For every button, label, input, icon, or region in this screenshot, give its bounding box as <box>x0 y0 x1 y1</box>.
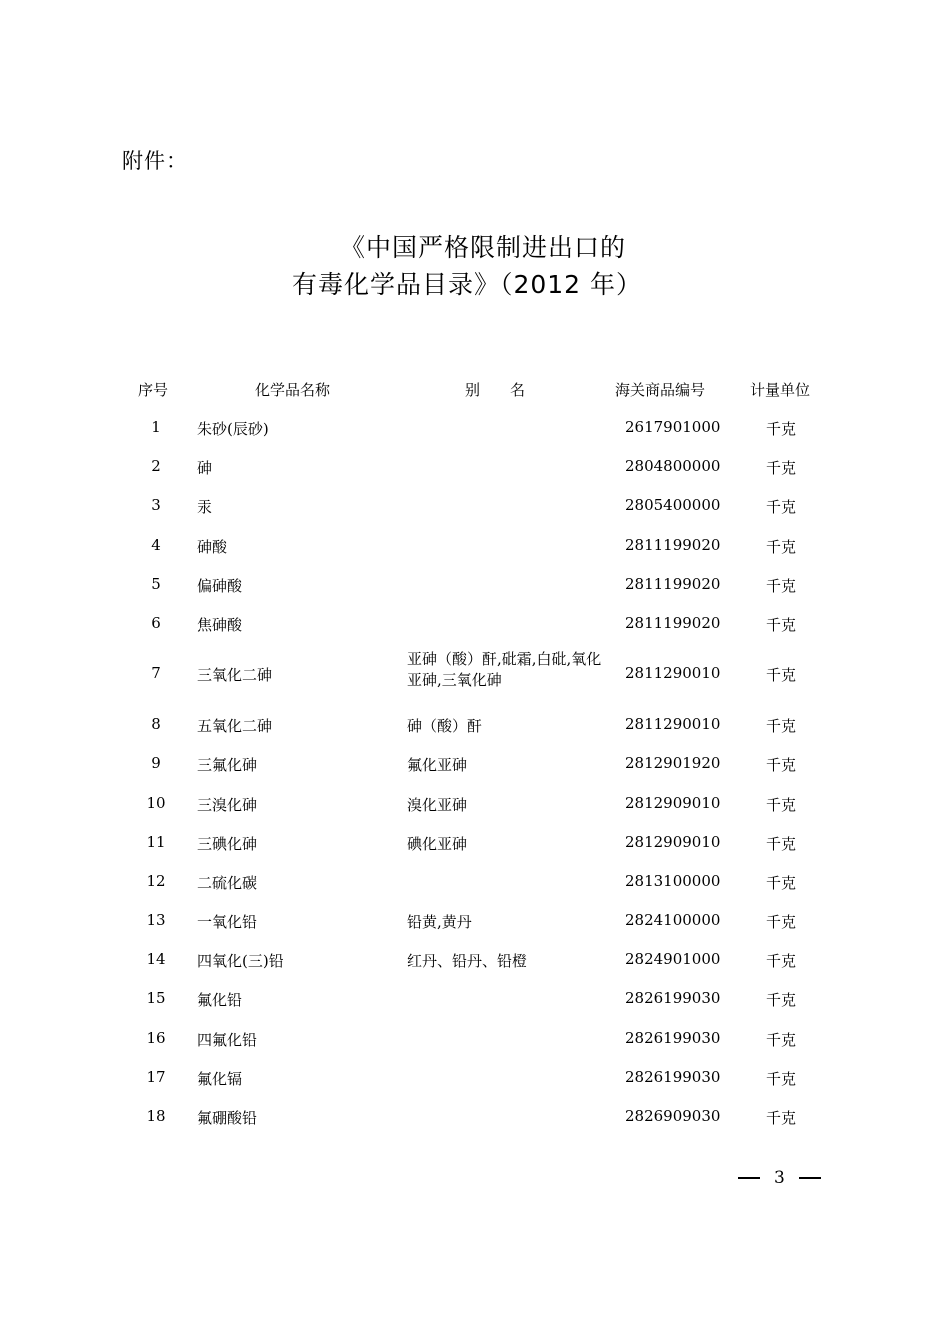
cell-customs-code: 2811199020 <box>625 535 721 554</box>
table-row <box>120 744 840 783</box>
table-row <box>120 604 840 643</box>
cell-alias: 铅黄,黄丹 <box>407 913 472 932</box>
cell-unit: 千克 <box>766 913 797 932</box>
header-unit: 计量单位 <box>750 381 811 399</box>
cell-serial-number: 3 <box>151 496 161 515</box>
cell-customs-code: 2812909010 <box>625 793 721 812</box>
page-number <box>738 1168 821 1188</box>
header-chemical-name: 化学品名称 <box>255 381 331 399</box>
cell-unit: 千克 <box>766 795 797 814</box>
cell-unit: 千克 <box>766 459 797 478</box>
cell-chemical-name: 四氧化(三)铅 <box>197 952 284 971</box>
cell-customs-code: 2804800000 <box>625 457 721 476</box>
cell-customs-code: 2617901000 <box>625 418 721 436</box>
table-row <box>120 486 840 525</box>
cell-customs-code: 2824901000 <box>625 950 721 969</box>
table-row <box>120 565 840 604</box>
table-row <box>120 784 840 823</box>
table-row <box>120 901 840 940</box>
document-title-line-1: 《中国严格限制进出口的 <box>339 233 626 262</box>
cell-customs-code: 2813100000 <box>625 871 721 890</box>
cell-customs-code: 2811290010 <box>625 715 721 734</box>
table-row <box>120 940 840 979</box>
cell-customs-code: 2811199020 <box>625 613 721 632</box>
cell-alias: 碘化亚砷 <box>407 834 468 853</box>
cell-serial-number: 6 <box>151 613 161 632</box>
cell-customs-code: 2812909010 <box>625 832 721 851</box>
cell-chemical-name: 三氟化砷 <box>197 756 258 775</box>
cell-customs-code: 2826909030 <box>625 1107 721 1125</box>
header-customs-code: 海关商品编号 <box>615 381 706 399</box>
cell-chemical-name: 五氧化二砷 <box>197 717 273 736</box>
cell-unit: 千克 <box>766 1030 797 1049</box>
cell-unit: 千克 <box>766 873 797 892</box>
table-header <box>120 370 840 408</box>
cell-unit: 千克 <box>766 537 797 556</box>
table-row <box>120 823 840 862</box>
cell-unit: 千克 <box>766 952 797 971</box>
cell-unit: 千克 <box>766 420 797 438</box>
cell-customs-code: 2811290010 <box>625 664 721 683</box>
cell-chemical-name: 二硫化碳 <box>197 873 258 892</box>
cell-chemical-name: 四氟化铅 <box>197 1030 258 1049</box>
chemicals-table <box>120 370 840 1136</box>
cell-unit: 千克 <box>766 576 797 595</box>
attachment-label: 附件： <box>122 149 188 173</box>
table-row <box>120 408 840 447</box>
header-alias: 别 名 <box>465 381 526 399</box>
cell-chemical-name: 氟化镉 <box>197 1069 243 1088</box>
cell-alias: 砷（酸）酐 <box>407 717 483 736</box>
cell-chemical-name: 焦砷酸 <box>197 615 243 634</box>
table-row <box>120 1097 840 1136</box>
cell-unit: 千克 <box>766 991 797 1010</box>
cell-chemical-name: 朱砂(辰砂) <box>197 420 269 438</box>
cell-serial-number: 17 <box>146 1067 166 1086</box>
cell-customs-code: 2826199030 <box>625 1028 721 1047</box>
cell-serial-number: 13 <box>146 911 166 930</box>
cell-chemical-name: 一氧化铅 <box>197 913 258 932</box>
cell-customs-code: 2826199030 <box>625 989 721 1008</box>
cell-serial-number: 7 <box>151 664 161 683</box>
table-row <box>120 705 840 744</box>
table-body <box>120 408 840 1136</box>
page-number-dash-left <box>738 1177 760 1179</box>
table-row <box>120 1058 840 1097</box>
cell-chemical-name: 氟化铅 <box>197 991 243 1010</box>
cell-serial-number: 8 <box>151 715 161 734</box>
cell-chemical-name: 砷酸 <box>197 537 228 556</box>
header-serial-number: 序号 <box>138 381 169 399</box>
cell-serial-number: 18 <box>146 1107 166 1125</box>
cell-serial-number: 15 <box>146 989 166 1008</box>
cell-serial-number: 9 <box>151 754 161 773</box>
cell-unit: 千克 <box>766 834 797 853</box>
cell-unit: 千克 <box>766 498 797 517</box>
table-row <box>120 862 840 901</box>
page-number-dash-right <box>799 1177 821 1179</box>
cell-chemical-name: 汞 <box>197 498 213 517</box>
cell-customs-code: 2805400000 <box>625 496 721 515</box>
cell-customs-code: 2812901920 <box>625 754 721 773</box>
cell-serial-number: 14 <box>146 950 166 969</box>
cell-serial-number: 10 <box>146 793 166 812</box>
document-title-line-2: 有毒化学品目录》（2012 年） <box>291 270 643 299</box>
table-row <box>120 979 840 1018</box>
table-row <box>120 447 840 486</box>
cell-customs-code: 2824100000 <box>625 911 721 930</box>
cell-serial-number: 12 <box>146 871 166 890</box>
cell-customs-code: 2826199030 <box>625 1067 721 1086</box>
cell-chemical-name: 偏砷酸 <box>197 576 243 595</box>
cell-unit: 千克 <box>766 1069 797 1088</box>
cell-serial-number: 5 <box>151 574 161 593</box>
table-row <box>120 526 840 565</box>
cell-alias: 溴化亚砷 <box>407 795 468 814</box>
cell-unit: 千克 <box>766 666 797 685</box>
table-row <box>120 1019 840 1058</box>
cell-unit: 千克 <box>766 717 797 736</box>
cell-serial-number: 1 <box>151 418 161 436</box>
cell-serial-number: 2 <box>151 457 161 476</box>
cell-unit: 千克 <box>766 756 797 775</box>
cell-serial-number: 16 <box>146 1028 166 1047</box>
cell-serial-number: 11 <box>146 832 166 851</box>
cell-chemical-name: 三氧化二砷 <box>197 666 273 685</box>
cell-chemical-name: 三溴化砷 <box>197 795 258 814</box>
cell-chemical-name: 砷 <box>197 459 213 478</box>
page-number-value: 3 <box>774 1168 785 1188</box>
cell-customs-code: 2811199020 <box>625 574 721 593</box>
cell-alias: 亚砷（酸）酐,砒霜,白砒,氧化亚砷,三氧化砷 <box>407 650 602 690</box>
cell-unit: 千克 <box>766 615 797 634</box>
cell-chemical-name: 氟硼酸铅 <box>197 1109 258 1127</box>
cell-alias: 红丹、铅丹、铅橙 <box>407 952 528 971</box>
cell-serial-number: 4 <box>151 535 161 554</box>
cell-chemical-name: 三碘化砷 <box>197 834 258 853</box>
table-row <box>120 643 840 705</box>
cell-alias: 氟化亚砷 <box>407 756 468 775</box>
cell-unit: 千克 <box>766 1109 797 1127</box>
